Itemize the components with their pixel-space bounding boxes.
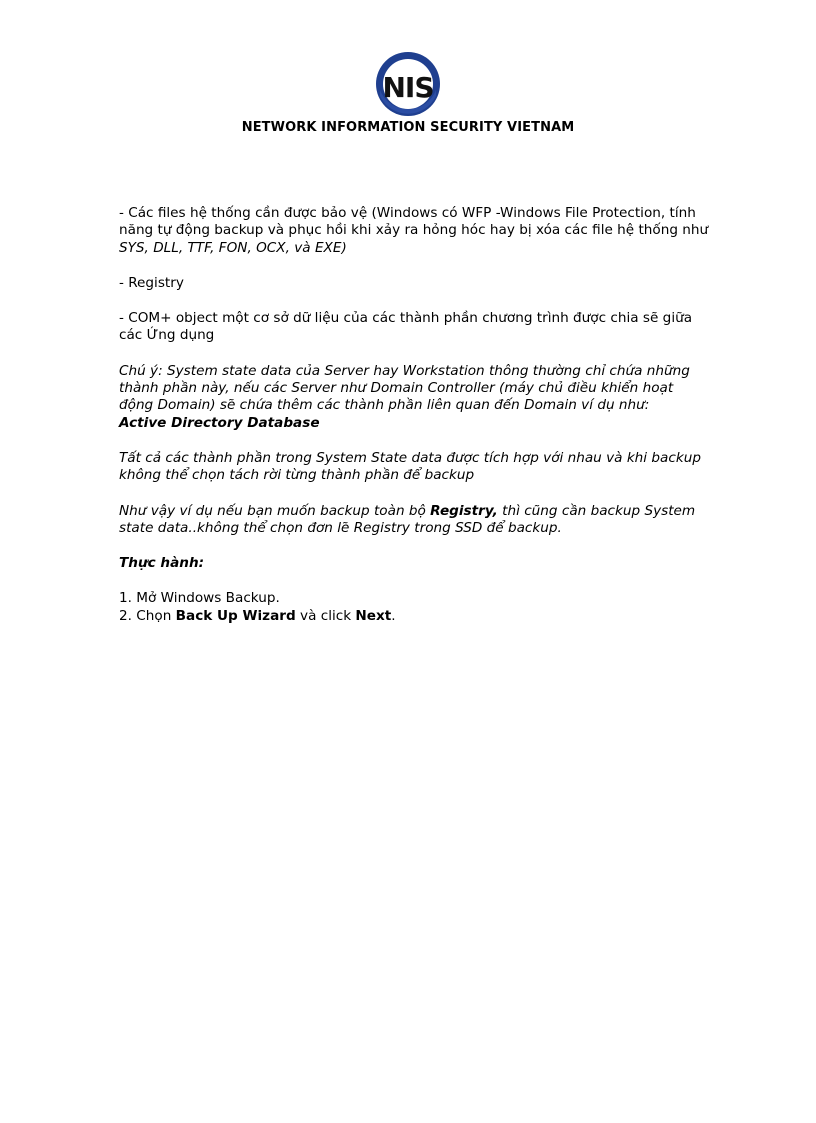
paragraph-integration: Tất cả các thành phần trong System State data được tích hợp với nhau và khi backup không thể chọn tách rời từng thành phần để backup (119, 449, 701, 484)
step-1: 1. Mở Windows Backup. (119, 590, 280, 607)
step-2: 2. Chọn Back Up Wizard và click Next. (119, 607, 396, 624)
paragraph-registry-backup: Như vậy ví dụ nếu bạn muốn backup toàn bộ Registry, thì cũng cần backup System state data..không thể chọn đơn lẽ Registry trong SSD để backup. (119, 502, 696, 536)
paragraph-com-object: - COM+ object một cơ sở dữ liệu của các thành phần chương trình được chia sẽ giữa các Ứng dụng (119, 310, 693, 344)
paragraph-registry: - Registry (119, 274, 184, 291)
practice-heading: Thực hành: (119, 555, 205, 572)
logo-text: NIS (382, 71, 434, 104)
nis-logo (374, 50, 442, 118)
organization-name: NETWORK INFORMATION SECURITY VIETNAM (241, 120, 575, 135)
document-body (119, 205, 709, 625)
paragraph-note: Chú ý: System state data của Server hay Workstation thông thường chỉ chứa những thành phần này, nếu các Server như Domain Controller (máy chủ điều khiển hoạt động Domain) sẽ chứa thêm các thành phần liên quan đến Domain ví dụ như: Active Directory Database (119, 362, 690, 431)
paragraph-protected-files: - Các files hệ thống cần được bảo vệ (Windows có WFP -Windows File Protection, tính năng tự động backup và phục hồi khi xảy ra hỏng hóc hay bị xóa các file hệ thống như SYS, DLL, TTF, FON, OCX, và EXE) (119, 205, 709, 256)
